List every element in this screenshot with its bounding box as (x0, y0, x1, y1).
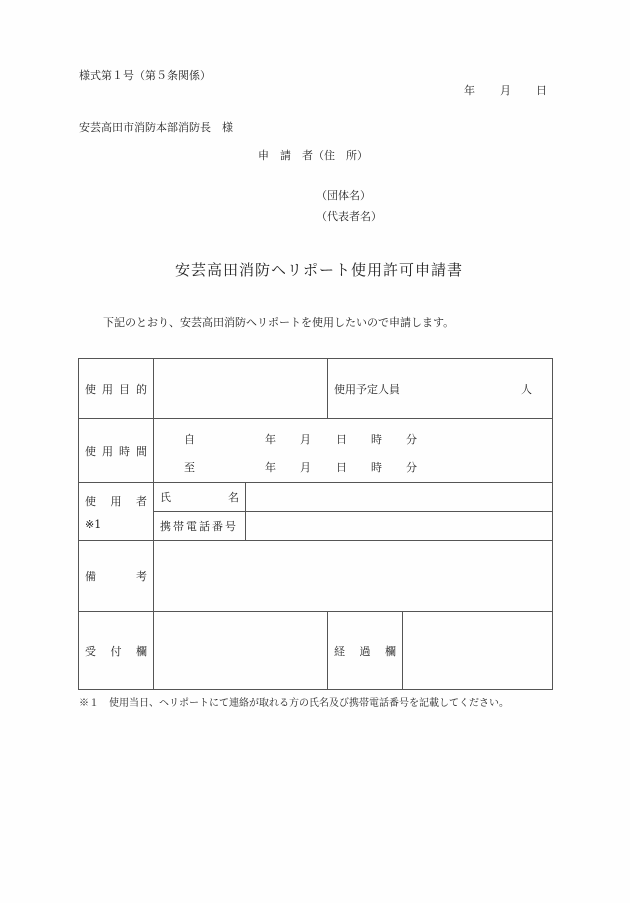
application-form-table (78, 358, 553, 690)
name-input[interactable] (246, 483, 553, 512)
document-title: 安芸高田消防ヘリポート使用許可申請書 (175, 261, 464, 279)
date-year: 年 (464, 84, 475, 97)
phone-input[interactable] (246, 512, 553, 541)
footnote: ※１ 使用当日、ヘリポートにて連絡が取れる方の氏名及び携帯電話番号を記載してください。 (79, 698, 509, 709)
purpose-label-cell: 使 用 目 的 (79, 359, 154, 419)
planned-people-label: 使用予定人員 (334, 382, 400, 396)
time-to-label: 至 (184, 460, 195, 474)
date-day: 日 (536, 84, 547, 97)
time-input[interactable]: 自 年 月 日 時 分 至 年 月 日 時 分 (154, 419, 553, 483)
office-use-row (79, 612, 553, 690)
applicant-address-label: 申 請 者（住 所） (258, 149, 368, 162)
user-label-cell: 使 用 者 ※1 (79, 483, 154, 541)
date-month: 月 (500, 84, 511, 97)
progress-label-cell: 経 過 欄 (328, 612, 403, 690)
form-number: 様式第１号（第５条関係） (79, 69, 211, 82)
time-label-cell: 使 用 時 間 (79, 419, 154, 483)
intro-text: 下記のとおり、安芸高田消防ヘリポートを使用したいので申請します。 (103, 316, 455, 329)
time-from-label: 自 (184, 432, 195, 446)
purpose-input[interactable] (154, 359, 328, 419)
reception-input[interactable] (154, 612, 328, 690)
remarks-row (79, 541, 553, 612)
phone-label: 携帯電話番号 (154, 512, 246, 541)
applicant-representative-label: （代表者名） (316, 210, 382, 223)
remarks-input[interactable] (154, 541, 553, 612)
purpose-row (79, 359, 553, 419)
applicant-group-label: （団体名） (316, 189, 371, 202)
planned-people-cell[interactable] (328, 359, 553, 419)
addressee: 安芸高田市消防本部消防長 様 (79, 121, 233, 134)
time-row (79, 419, 553, 483)
user-note: ※1 (85, 517, 102, 531)
user-name-row (79, 483, 553, 512)
reception-label-cell: 受 付 欄 (79, 612, 154, 690)
progress-input[interactable] (403, 612, 553, 690)
people-unit: 人 (521, 382, 532, 396)
name-label-cell: 氏 名 (154, 483, 246, 512)
remarks-label-cell: 備 考 (79, 541, 154, 612)
